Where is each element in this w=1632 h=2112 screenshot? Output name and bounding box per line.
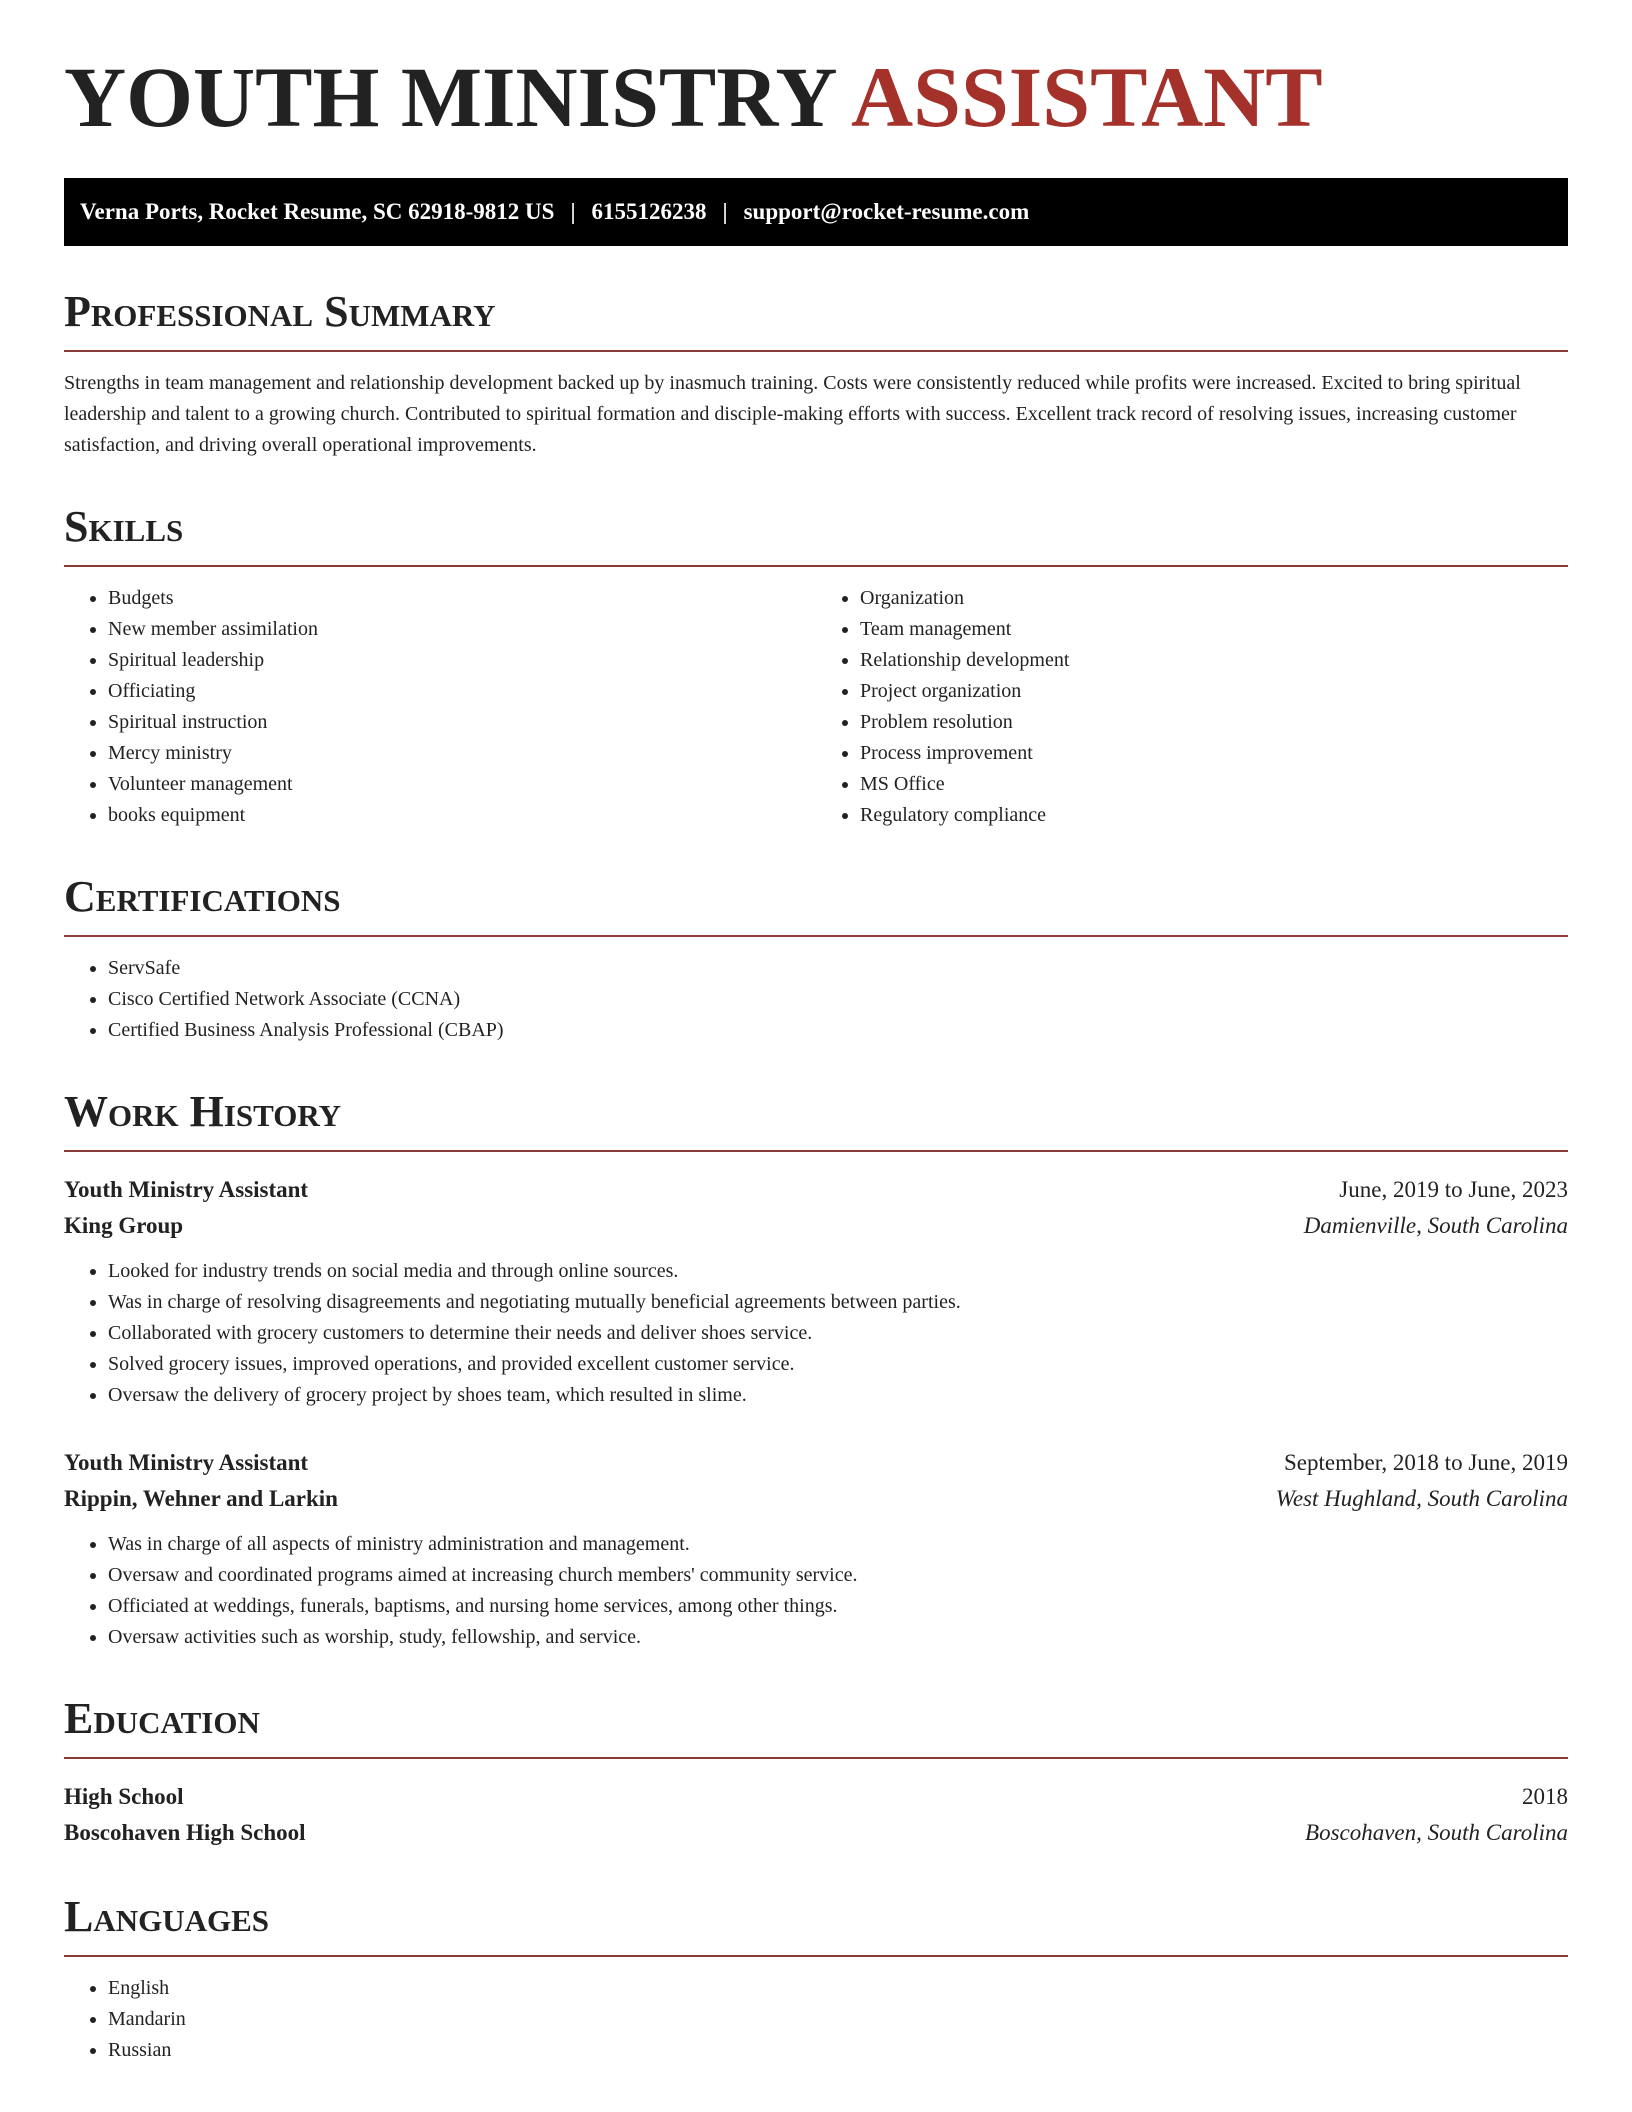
skills-list-right [816, 583, 1568, 831]
list-item: • Looked for industry trends on social media and through online sources. [108, 1256, 1568, 1287]
section-heading: Languages [64, 1895, 1568, 1957]
list-item: • Oversaw and coordinated programs aimed at increasing church members' community service. [108, 1560, 1568, 1591]
job-company: King Group [64, 1213, 184, 1238]
job-bullets [64, 1256, 1568, 1411]
job-company: Rippin, Wehner and Larkin [64, 1486, 338, 1511]
languages-section [64, 1892, 1568, 2066]
section-heading: Professional Summary [64, 290, 1568, 352]
list-item: • Solved grocery issues, improved operations, and provided excellent customer service. [108, 1349, 1568, 1380]
work-history-section [64, 1087, 1568, 1653]
title-second: ASSISTANT [851, 49, 1323, 145]
job-dates: September, 2018 to June, 2019 [1284, 1450, 1568, 1475]
list-item: • Officiated at weddings, funerals, baptisms, and nursing home services, among other things. [108, 1591, 1568, 1622]
section-heading: Certifications [64, 875, 1568, 937]
job-entry [64, 1445, 1568, 1653]
list-item: • Process improvement [860, 738, 1568, 769]
list-item: • ServSafe [108, 953, 1568, 984]
contact-phone: 6155126238 [591, 199, 707, 224]
list-item: • New member assimilation [108, 614, 816, 645]
job-entry [64, 1172, 1568, 1411]
summary-section [64, 287, 1568, 461]
list-item: • Volunteer management [108, 769, 816, 800]
skills-list-left [64, 583, 816, 831]
job-location: West Hughland, South Carolina [1275, 1486, 1568, 1511]
section-heading: Education [64, 1697, 1568, 1759]
job-title: Youth Ministry Assistant [64, 1177, 309, 1202]
list-item: • Budgets [108, 583, 816, 614]
skills-columns [64, 567, 1568, 831]
job-dates: June, 2019 to June, 2023 [1339, 1177, 1568, 1202]
list-item: • Problem resolution [860, 707, 1568, 738]
list-item: • Team management [860, 614, 1568, 645]
education-header-row [64, 1779, 1568, 1815]
job-company-row [64, 1208, 1568, 1244]
education-school: Boscohaven High School [64, 1820, 306, 1845]
contact-separator: | [722, 199, 728, 224]
education-school-row [64, 1815, 1568, 1851]
list-item: • Spiritual leadership [108, 645, 816, 676]
education-section [64, 1694, 1568, 1851]
job-header-row [64, 1172, 1568, 1208]
list-item: • Oversaw activities such as worship, study, fellowship, and service. [108, 1622, 1568, 1653]
list-item: • Cisco Certified Network Associate (CCNA) [108, 984, 1568, 1015]
list-item: • books equipment [108, 800, 816, 831]
list-item: • Mandarin [108, 2004, 1568, 2035]
languages-list [64, 1973, 1568, 2066]
job-bullets [64, 1529, 1568, 1653]
list-item: • English [108, 1973, 1568, 2004]
job-location: Damienville, South Carolina [1303, 1213, 1568, 1238]
title-first: YOUTH MINISTRY [64, 49, 835, 145]
list-item: • Certified Business Analysis Professional (CBAP) [108, 1015, 1568, 1046]
contact-address: Verna Ports, Rocket Resume, SC 62918-9812 US [80, 199, 555, 224]
job-header-row [64, 1445, 1568, 1481]
list-item: • Relationship development [860, 645, 1568, 676]
education-year: 2018 [1522, 1784, 1568, 1809]
list-item: • Officiating [108, 676, 816, 707]
job-title: Youth Ministry Assistant [64, 1450, 309, 1475]
education-degree: High School [64, 1784, 184, 1809]
job-company-row [64, 1481, 1568, 1517]
certifications-section [64, 872, 1568, 1046]
list-item: • Oversaw the delivery of grocery project by shoes team, which resulted in slime. [108, 1380, 1568, 1411]
contact-bar [64, 178, 1568, 246]
list-item: • Spiritual instruction [108, 707, 816, 738]
list-item: • Project organization [860, 676, 1568, 707]
list-item: • Was in charge of resolving disagreements and negotiating mutually beneficial agreements between parties. [108, 1287, 1568, 1318]
list-item: • Regulatory compliance [860, 800, 1568, 831]
contact-separator: | [570, 199, 576, 224]
list-item: • Was in charge of all aspects of ministry administration and management. [108, 1529, 1568, 1560]
education-entry [64, 1779, 1568, 1851]
skills-section [64, 502, 1568, 831]
contact-email: support@rocket-resume.com [743, 199, 1030, 224]
list-item: • Russian [108, 2035, 1568, 2066]
section-heading: Work History [64, 1090, 1568, 1152]
section-heading: Skills [64, 505, 1568, 567]
list-item: • Organization [860, 583, 1568, 614]
list-item: • Collaborated with grocery customers to determine their needs and deliver shoes service. [108, 1318, 1568, 1349]
summary-text: Strengths in team management and relationship development backed up by inasmuch training. Costs were consistently reduced while profits were increased. Excited to bring spiritual leadership and talent to a growing church. Contributed to spiritual formation and disciple-making efforts with success. Excellent track record of resolving issues, increasing customer satisfaction, and driving overall operational improvements. [64, 372, 1521, 456]
resume-title [64, 49, 1568, 145]
list-item: • Mercy ministry [108, 738, 816, 769]
list-item: • MS Office [860, 769, 1568, 800]
education-location: Boscohaven, South Carolina [1305, 1820, 1568, 1845]
resume-page [64, 0, 1568, 2066]
certifications-list [64, 953, 1568, 1046]
